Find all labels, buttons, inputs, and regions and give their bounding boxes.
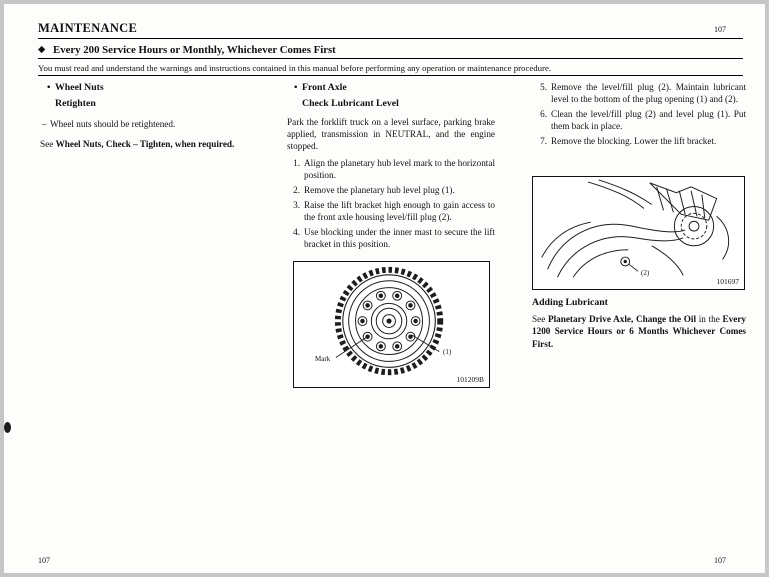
step-5 xyxy=(534,82,746,106)
reference-section-bold: Every 1200 Service Hours or 6 Months Whichever Comes First. xyxy=(532,314,747,349)
reference-title-bold: Planetary Drive Axle, Change the Oil xyxy=(547,314,697,324)
diamond-bullet: ◆ xyxy=(38,45,46,55)
dash-bullet: – xyxy=(42,119,47,130)
step-text: Use blocking under the inner mast to secure the lift bracket in this position. xyxy=(304,227,495,250)
adding-lubricant-block xyxy=(532,297,746,350)
step-number: 2. xyxy=(293,185,300,196)
divider-bottom xyxy=(38,75,743,76)
intro-warning-text: You must read and understand the warnings and instructions contained in this manual before performing any operation or maintenance procedure. xyxy=(38,63,552,73)
step-number: 4. xyxy=(293,227,300,238)
figure-caption-101209B: 101209B xyxy=(456,375,484,384)
front-axle-subheading: Check Lubricant Level xyxy=(302,97,399,109)
step-text: Clean the level/fill plug (2) and level plug (1). Put them back in place. xyxy=(551,108,746,131)
procedure-steps-1-4 xyxy=(287,158,495,251)
figure-axle-housing xyxy=(532,176,745,290)
see-prefix: See xyxy=(40,139,56,150)
adding-lubricant-reference xyxy=(532,313,746,350)
wheel-nuts-reference xyxy=(40,139,252,151)
see-prefix: See xyxy=(532,314,548,324)
axle-housing-drawing xyxy=(533,177,744,289)
page-number-bottom-left: 107 xyxy=(38,556,50,565)
front-axle-heading-label: Front Axle xyxy=(302,82,347,93)
figure-caption-101697: 101697 xyxy=(716,277,739,286)
step-2 xyxy=(287,185,495,197)
figure-label-2: (2) xyxy=(641,269,650,277)
step-1 xyxy=(287,158,495,182)
step-number: 7. xyxy=(540,135,547,146)
bullet-icon: • xyxy=(294,82,298,93)
scan-artifact xyxy=(4,422,11,433)
step-7 xyxy=(534,136,746,148)
page-title: MAINTENANCE xyxy=(38,21,138,35)
step-text: Remove the level/fill plug (2). Maintain lubricant level to the bottom of the plug opening (1) and (2). xyxy=(551,82,746,104)
column-wheel-nuts xyxy=(40,82,252,151)
figure-label-mark: Mark xyxy=(315,355,331,363)
section-heading-label: Every 200 Service Hours or Monthly, Whichever Comes First xyxy=(53,44,336,56)
step-number: 1. xyxy=(293,158,300,169)
column-steps-5-7 xyxy=(534,82,746,151)
planetary-hub-drawing xyxy=(294,262,489,387)
step-number: 6. xyxy=(540,108,547,119)
wheel-nuts-heading-label: Wheel Nuts xyxy=(55,82,104,93)
see-middle: in the xyxy=(696,314,723,324)
step-text: Raise the lift bracket high enough to gain access to the front axle housing level/fill plug (2). xyxy=(304,200,495,223)
front-axle-heading xyxy=(287,82,495,95)
step-number: 5. xyxy=(540,82,547,92)
see-reference-bold: Wheel Nuts, Check – Tighten, when required. xyxy=(55,139,235,150)
wheel-nuts-subheading: Retighten xyxy=(55,97,96,109)
adding-lubricant-heading: Adding Lubricant xyxy=(532,297,608,308)
figure-label-1: (1) xyxy=(443,348,452,356)
step-text: Remove the blocking. Lower the lift bracket. xyxy=(551,135,717,146)
page-surface xyxy=(4,4,765,573)
step-text: Align the planetary hub level mark to the horizontal position. xyxy=(304,158,495,181)
step-4 xyxy=(287,227,495,251)
figure-planetary-hub xyxy=(293,261,490,388)
page-number-bottom-right: 107 xyxy=(714,556,726,565)
column-front-axle xyxy=(287,82,495,254)
divider-mid xyxy=(38,58,743,59)
step-6 xyxy=(534,109,746,133)
bullet-icon: • xyxy=(47,82,51,93)
divider-top xyxy=(38,38,743,39)
step-3 xyxy=(287,200,495,224)
wheel-nuts-item-text: Wheel nuts should be retightened. xyxy=(50,119,176,130)
wheel-nuts-item xyxy=(40,119,252,131)
page-number-top-right: 107 xyxy=(714,25,726,34)
wheel-nuts-heading xyxy=(40,82,252,95)
front-axle-intro-paragraph: Park the forklift truck on a level surface, parking brake applied, transmission in NEUTRAL, and the engine stopped. xyxy=(287,117,495,152)
step-number: 3. xyxy=(293,200,300,211)
section-heading xyxy=(38,44,743,56)
step-text: Remove the planetary hub level plug (1). xyxy=(304,185,455,196)
procedure-steps-5-7 xyxy=(534,82,746,148)
